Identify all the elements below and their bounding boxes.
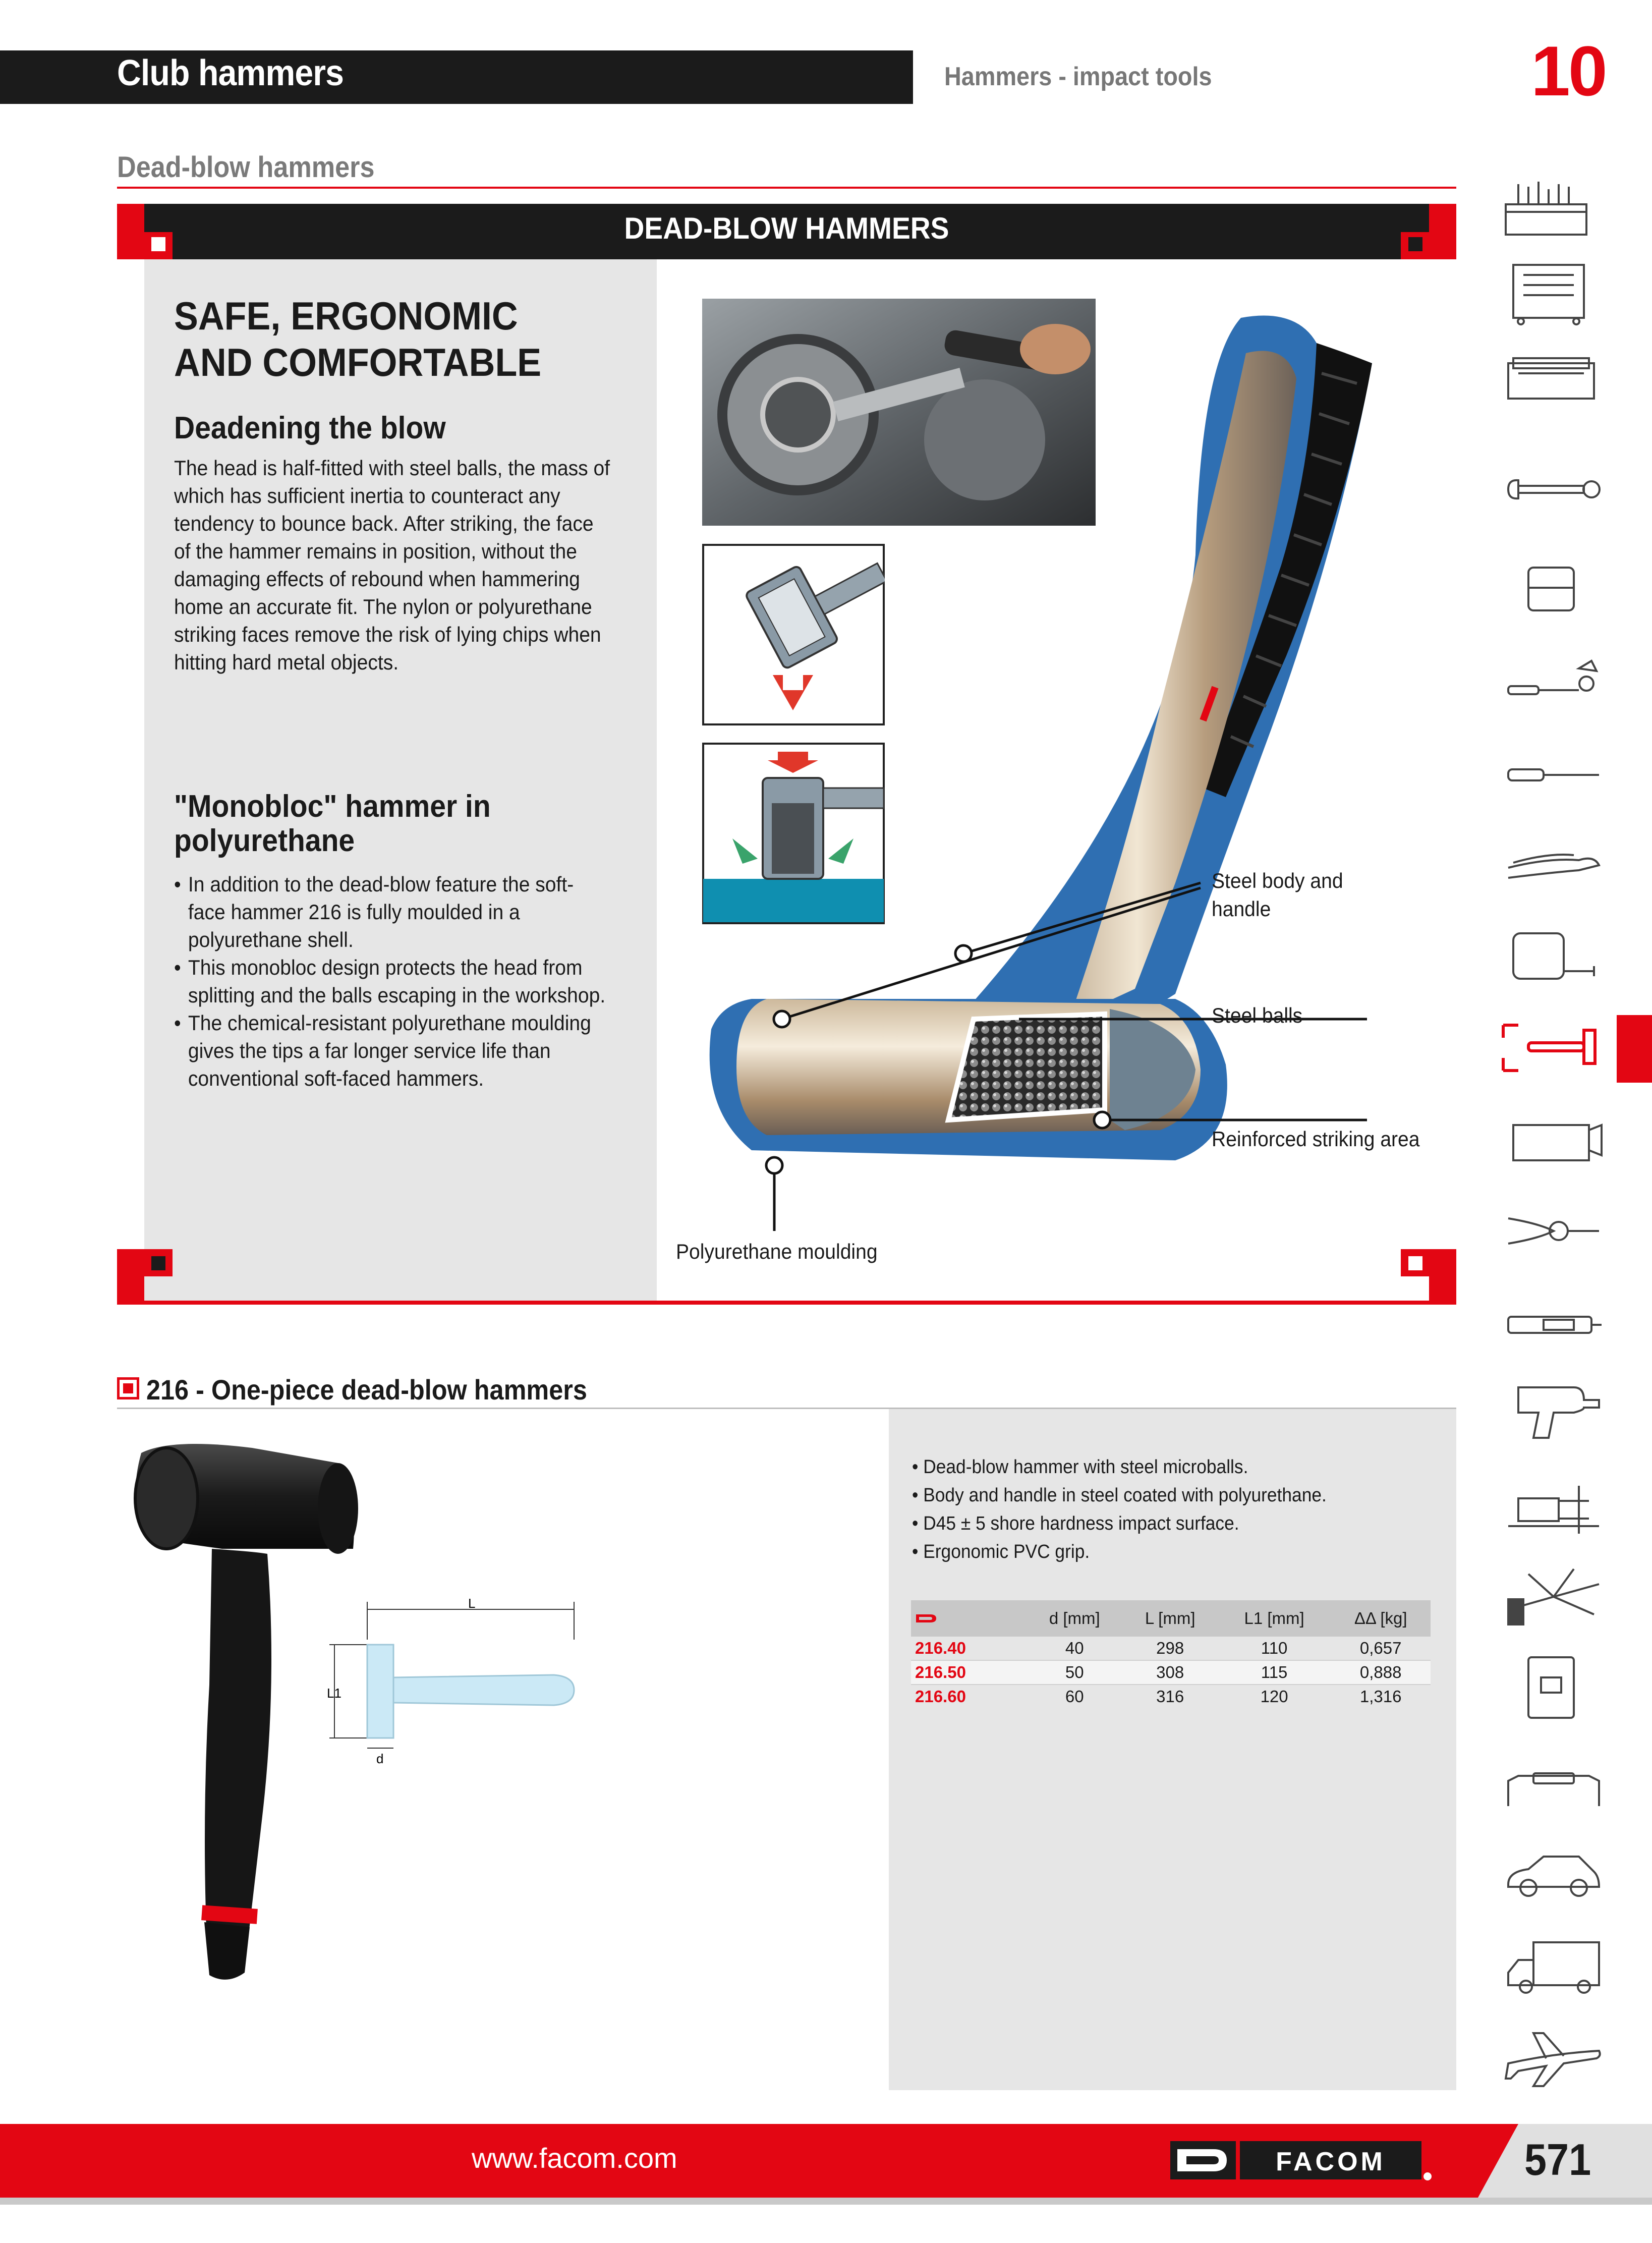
safety-icon[interactable] — [1498, 1564, 1609, 1630]
screwdriver-icon[interactable] — [1498, 742, 1609, 807]
tape-measure-icon[interactable] — [1498, 921, 1609, 986]
feature-band-title: DEAD-BLOW HAMMERS — [624, 211, 949, 245]
corner-marker — [1408, 237, 1422, 251]
column-header: L [mm] — [1123, 1600, 1218, 1637]
dimension-label-L1: L1 — [327, 1686, 341, 1701]
table-cell: 110 — [1261, 1639, 1288, 1657]
table-cell: 40 — [1065, 1639, 1084, 1657]
product-ref[interactable]: 216.50 — [911, 1660, 1027, 1685]
facom-ref-icon — [911, 1600, 1027, 1637]
list-item: • Body and handle in steel coated with polyurethane. — [912, 1485, 1327, 1506]
spec-bullet-list — [912, 1453, 1358, 1566]
chapter-number: 10 — [1531, 31, 1606, 110]
page-title: Club hammers — [117, 53, 344, 93]
truck-icon[interactable] — [1498, 1932, 1609, 1998]
column-header: L1 [mm] — [1218, 1600, 1331, 1637]
list-item: • This monobloc design protects the head from splitting and the balls escaping in the workshop. — [174, 954, 610, 1009]
feature-paragraph-1: The head is half-fitted with steel balls, the mass of which has sufficient inertia to counteract any tendency to bounce back. After striking, the face of the hammer remains in position, without the damaging effects of rebound when hammering home an accurate fit. The nylon or polyurethane striking faces remove the risk of lying chips when hitting hard metal objects. — [174, 456, 610, 674]
impact-wrench-icon[interactable] — [1498, 1377, 1609, 1443]
spec-table — [911, 1600, 1431, 1708]
facom-logo — [1170, 2139, 1433, 2181]
electrical-icon[interactable] — [1498, 1655, 1609, 1720]
table-cell: 308 — [1123, 1660, 1218, 1685]
list-item: • In addition to the dead-blow feature the soft-face hammer 216 is fully moulded in a polyurethane shell. — [174, 870, 610, 954]
list-item: • D45 ± 5 shore hardness impact surface. — [912, 1513, 1239, 1534]
table-cell: 316 — [1123, 1685, 1218, 1708]
table-cell: 120 — [1218, 1685, 1331, 1708]
section-divider — [117, 187, 1456, 189]
product-ref[interactable]: 216.40 — [915, 1639, 966, 1657]
feature-bullet-list — [174, 870, 610, 1092]
handle-icon[interactable] — [1498, 1751, 1609, 1816]
feature-headline: SAFE, ERGONOMIC AND COMFORTABLE — [174, 294, 542, 384]
table-header-row — [911, 1600, 1431, 1637]
tool-cabinet-icon[interactable] — [1498, 260, 1609, 325]
active-chapter-tab — [1617, 1015, 1652, 1083]
corner-marker — [151, 1256, 165, 1270]
column-header: ΔΔ [kg] — [1331, 1600, 1431, 1637]
footer-underline — [0, 2198, 1652, 2205]
callout-moulding: Polyurethane moulding — [676, 1240, 878, 1263]
hammer-icon[interactable] — [1498, 1015, 1609, 1081]
table-cell: 0,888 — [1331, 1660, 1431, 1685]
wrench-icon[interactable] — [1498, 459, 1609, 525]
page-subtitle: Hammers - impact tools — [944, 62, 1212, 91]
list-item: • The chemical-resistant polyurethane moulding gives the tips a far longer service life than conventional soft-faced hammers. — [174, 1009, 610, 1092]
callout-steel-body: Steel body and handle — [1212, 869, 1343, 921]
table-cell: 115 — [1218, 1660, 1331, 1685]
vice-icon[interactable] — [1498, 1471, 1609, 1536]
callout-leaders — [686, 868, 1392, 1241]
table-cell: 298 — [1156, 1639, 1184, 1657]
corner-marker — [1401, 204, 1429, 232]
table-row — [911, 1685, 1431, 1708]
table-cell: 60 — [1027, 1685, 1123, 1708]
table-cell: 0,657 — [1359, 1639, 1402, 1657]
table-cell: 1,316 — [1331, 1685, 1431, 1708]
list-item: • Ergonomic PVC grip. — [912, 1541, 1090, 1562]
product-ref[interactable]: 216.60 — [911, 1685, 1027, 1708]
weight-icon: ΔΔ — [1354, 1609, 1381, 1628]
product-title: 216 - One-piece dead-blow hammers — [146, 1374, 587, 1406]
section-title: Dead-blow hammers — [117, 151, 375, 184]
feature-bottom-line — [117, 1301, 1456, 1305]
corner-marker — [144, 204, 173, 232]
dimension-label-L: L — [468, 1597, 476, 1611]
feature-subheading-1: Deadening the blow — [174, 411, 446, 445]
facom-logo-text: FACOM — [1276, 2147, 1386, 2176]
table-row — [911, 1637, 1431, 1660]
column-header: d [mm] — [1027, 1600, 1123, 1637]
tool-kit-icon[interactable] — [1498, 177, 1609, 242]
page-number: 571 — [1524, 2135, 1591, 2184]
car-icon[interactable] — [1498, 1841, 1609, 1907]
callout-striking-area: Reinforced striking area — [1212, 1127, 1420, 1151]
footer-url[interactable]: www.facom.com — [472, 2142, 677, 2174]
pliers-icon[interactable] — [1498, 832, 1609, 898]
dimension-label-d: d — [376, 1751, 384, 1766]
callout-steel-balls: Steel balls — [1212, 1003, 1303, 1027]
table-row — [911, 1660, 1431, 1685]
product-marker-icon — [123, 1383, 133, 1393]
table-cell: 50 — [1027, 1660, 1123, 1685]
hacksaw-icon[interactable] — [1498, 1110, 1609, 1175]
tool-case-icon[interactable] — [1498, 343, 1609, 409]
aircraft-icon[interactable] — [1498, 2023, 1609, 2089]
socket-icon[interactable] — [1498, 555, 1609, 621]
list-item: • Dead-blow hammer with steel microballs. — [912, 1456, 1248, 1478]
dimension-diagram — [317, 1597, 589, 1778]
ratchet-icon[interactable] — [1498, 648, 1609, 714]
feature-subheading-2: "Monobloc" hammer in polyurethane — [174, 789, 491, 858]
corner-marker — [151, 237, 165, 251]
puller-icon[interactable] — [1498, 1198, 1609, 1264]
tester-icon[interactable] — [1498, 1292, 1609, 1357]
